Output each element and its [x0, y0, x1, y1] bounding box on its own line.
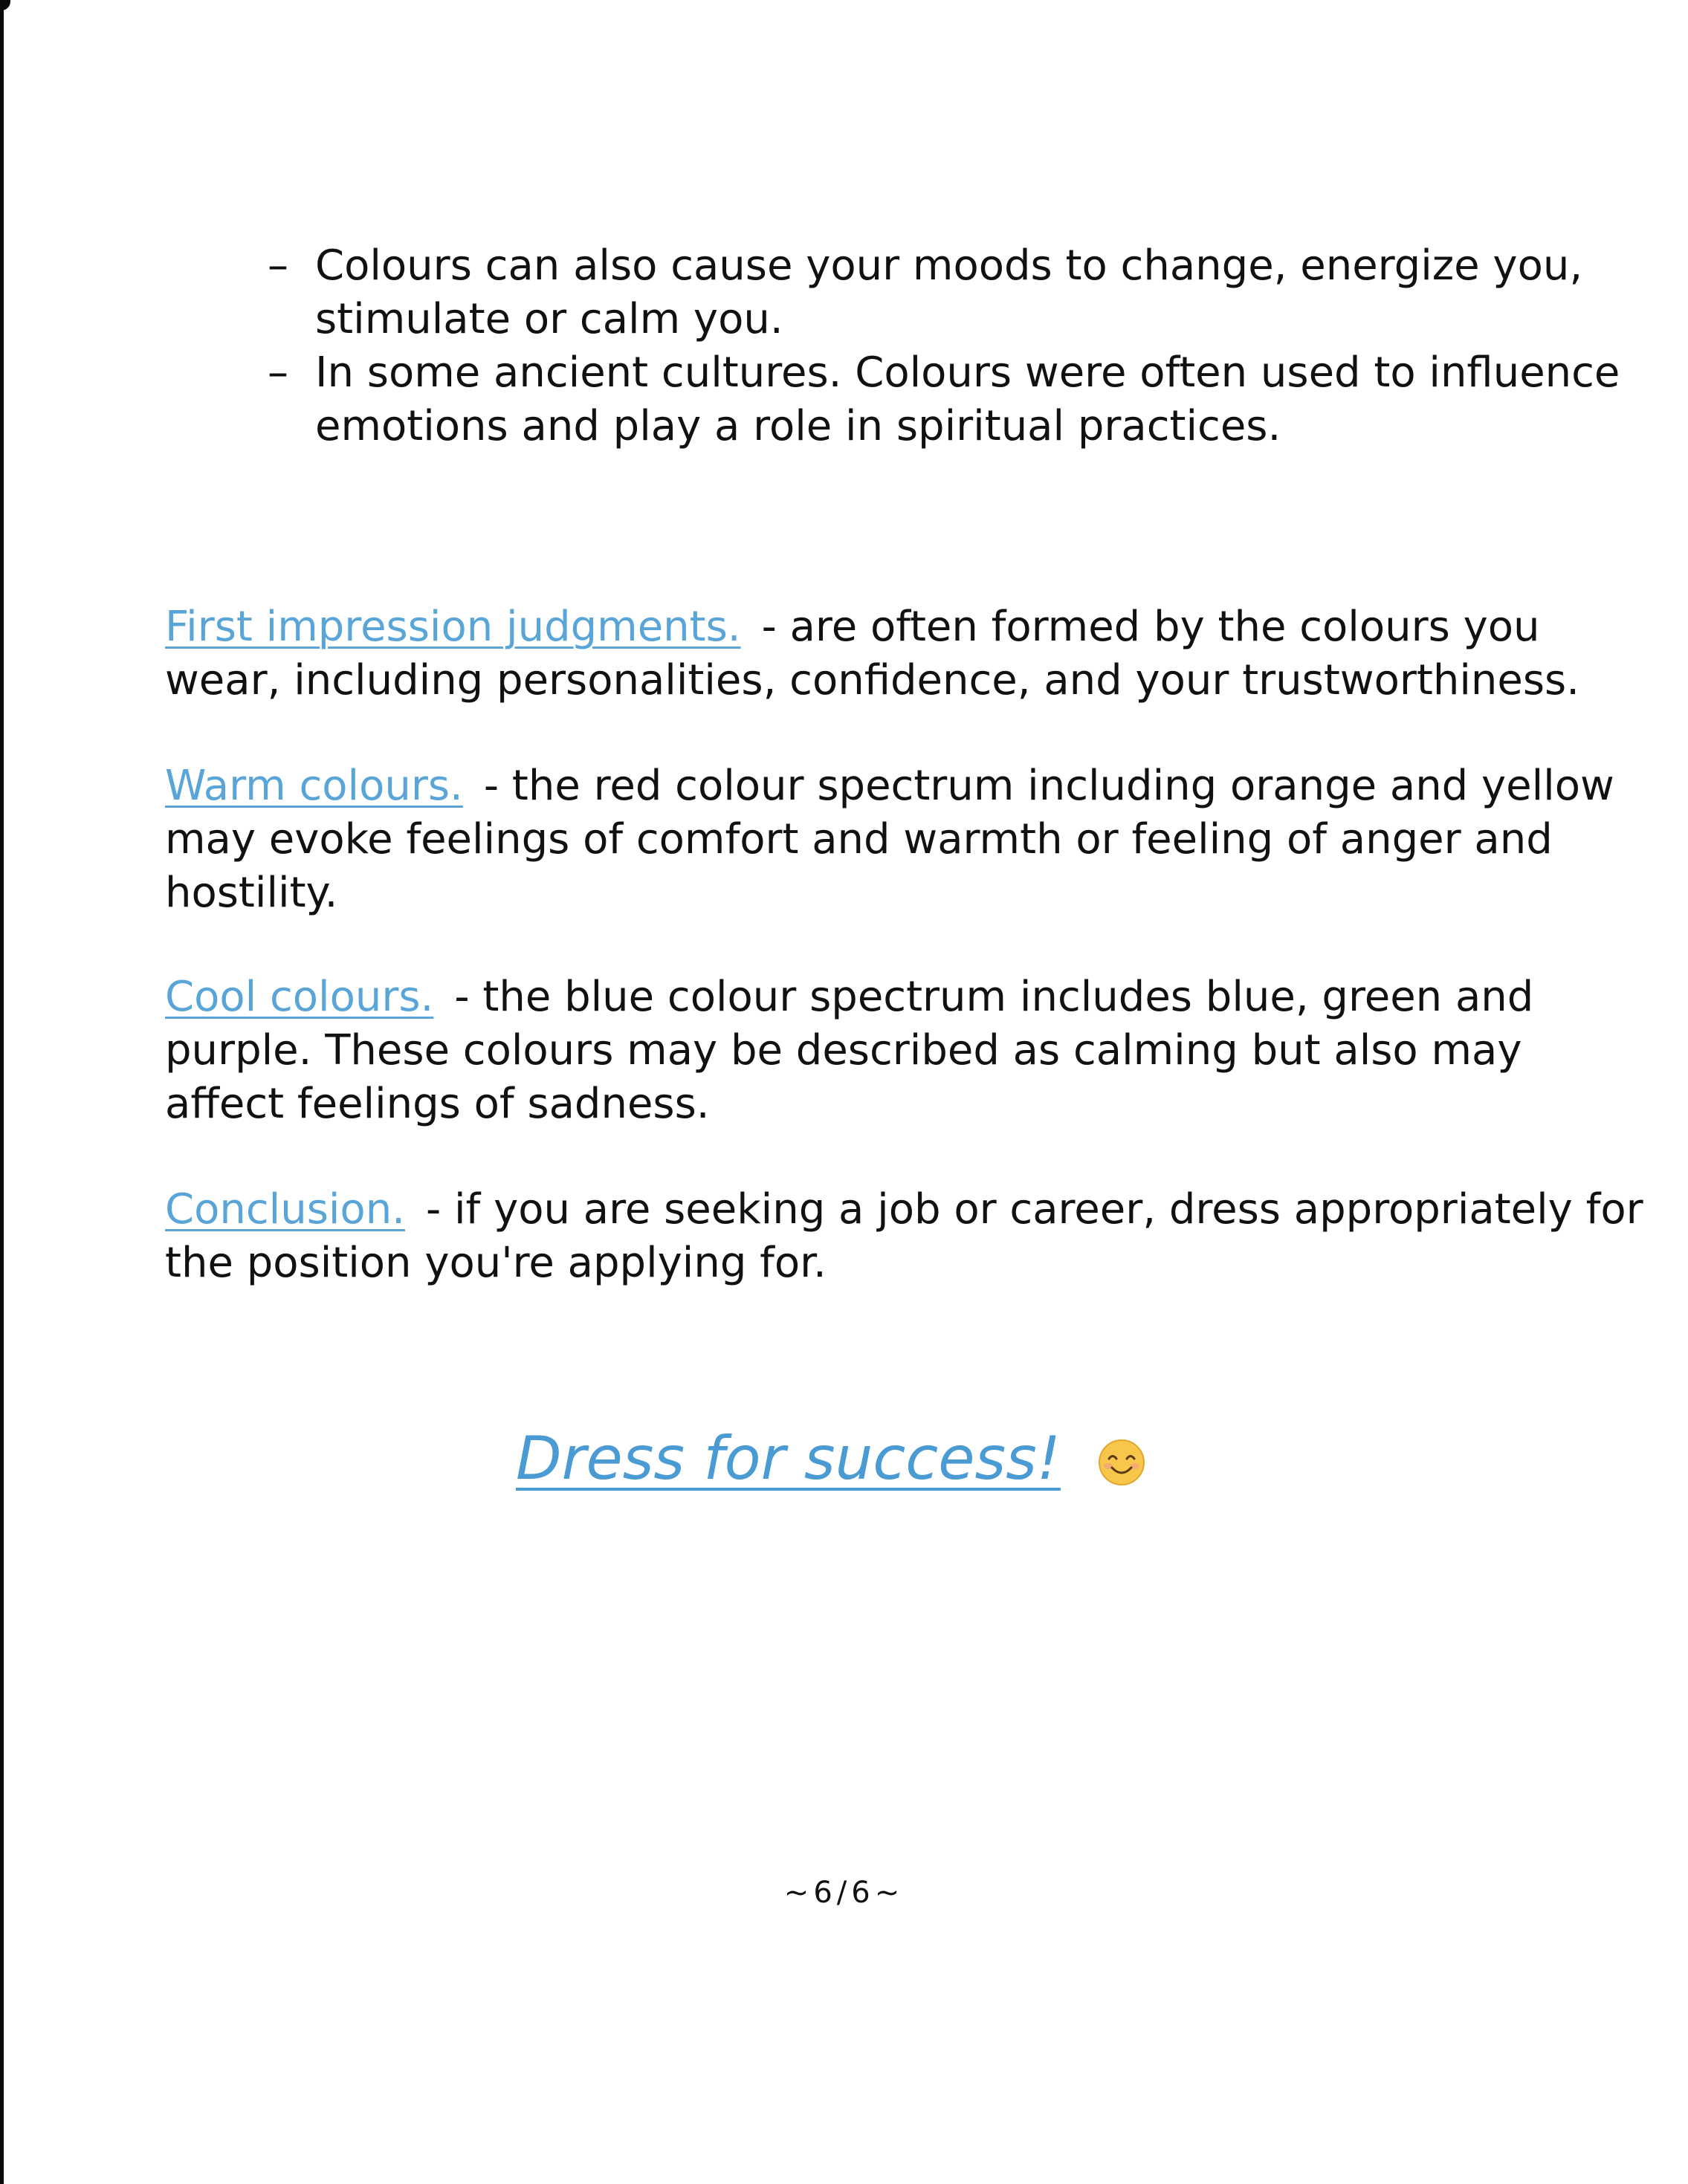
- bullet-list: [268, 239, 1650, 453]
- closing-line: [516, 1418, 1146, 1500]
- paragraph-text: - the blue colour spectrum includes blue, green and purple. These colours may be described as calming but also may affect feelings of sadness.: [165, 973, 1534, 1128]
- bullet-item: [268, 346, 1650, 453]
- paragraph-warm-colours: [165, 759, 1652, 920]
- paragraph-text: - the red colour spectrum including orange and yellow may evoke feelings of comfort and warmth or feeling of anger and hostility.: [165, 762, 1614, 917]
- scan-corner: [0, 0, 10, 10]
- paragraph-text: - if you are seeking a job or career, dress appropriately for the position you're applying for.: [165, 1185, 1643, 1287]
- term-link[interactable]: Cool colours.: [165, 973, 434, 1021]
- dash-marker: –: [268, 242, 288, 290]
- dash-marker: –: [268, 349, 288, 397]
- smiling-face-icon: [1097, 1438, 1146, 1487]
- paragraph-text: - are often formed by the colours you wear, including personalities, confidence, and your trustworthiness.: [165, 603, 1579, 704]
- term-link[interactable]: First impression judgments.: [165, 603, 741, 651]
- term-link[interactable]: Conclusion.: [165, 1185, 405, 1234]
- term-link[interactable]: Warm colours.: [165, 762, 463, 810]
- paragraph-first-impression: [165, 600, 1652, 707]
- scan-edge: [0, 0, 4, 2184]
- page-number: ~6/6~: [783, 1876, 905, 1910]
- bullet-text: In some ancient cultures. Colours were often used to influence emotions and play a role in spiritual practices.: [315, 349, 1620, 450]
- paragraph-cool-colours: [165, 971, 1652, 1131]
- bullet-item: [268, 239, 1650, 346]
- closing-link[interactable]: Dress for success!: [516, 1424, 1061, 1493]
- bullet-text: Colours can also cause your moods to change, energize you, stimulate or calm you.: [315, 242, 1583, 343]
- paragraph-conclusion: [165, 1183, 1652, 1290]
